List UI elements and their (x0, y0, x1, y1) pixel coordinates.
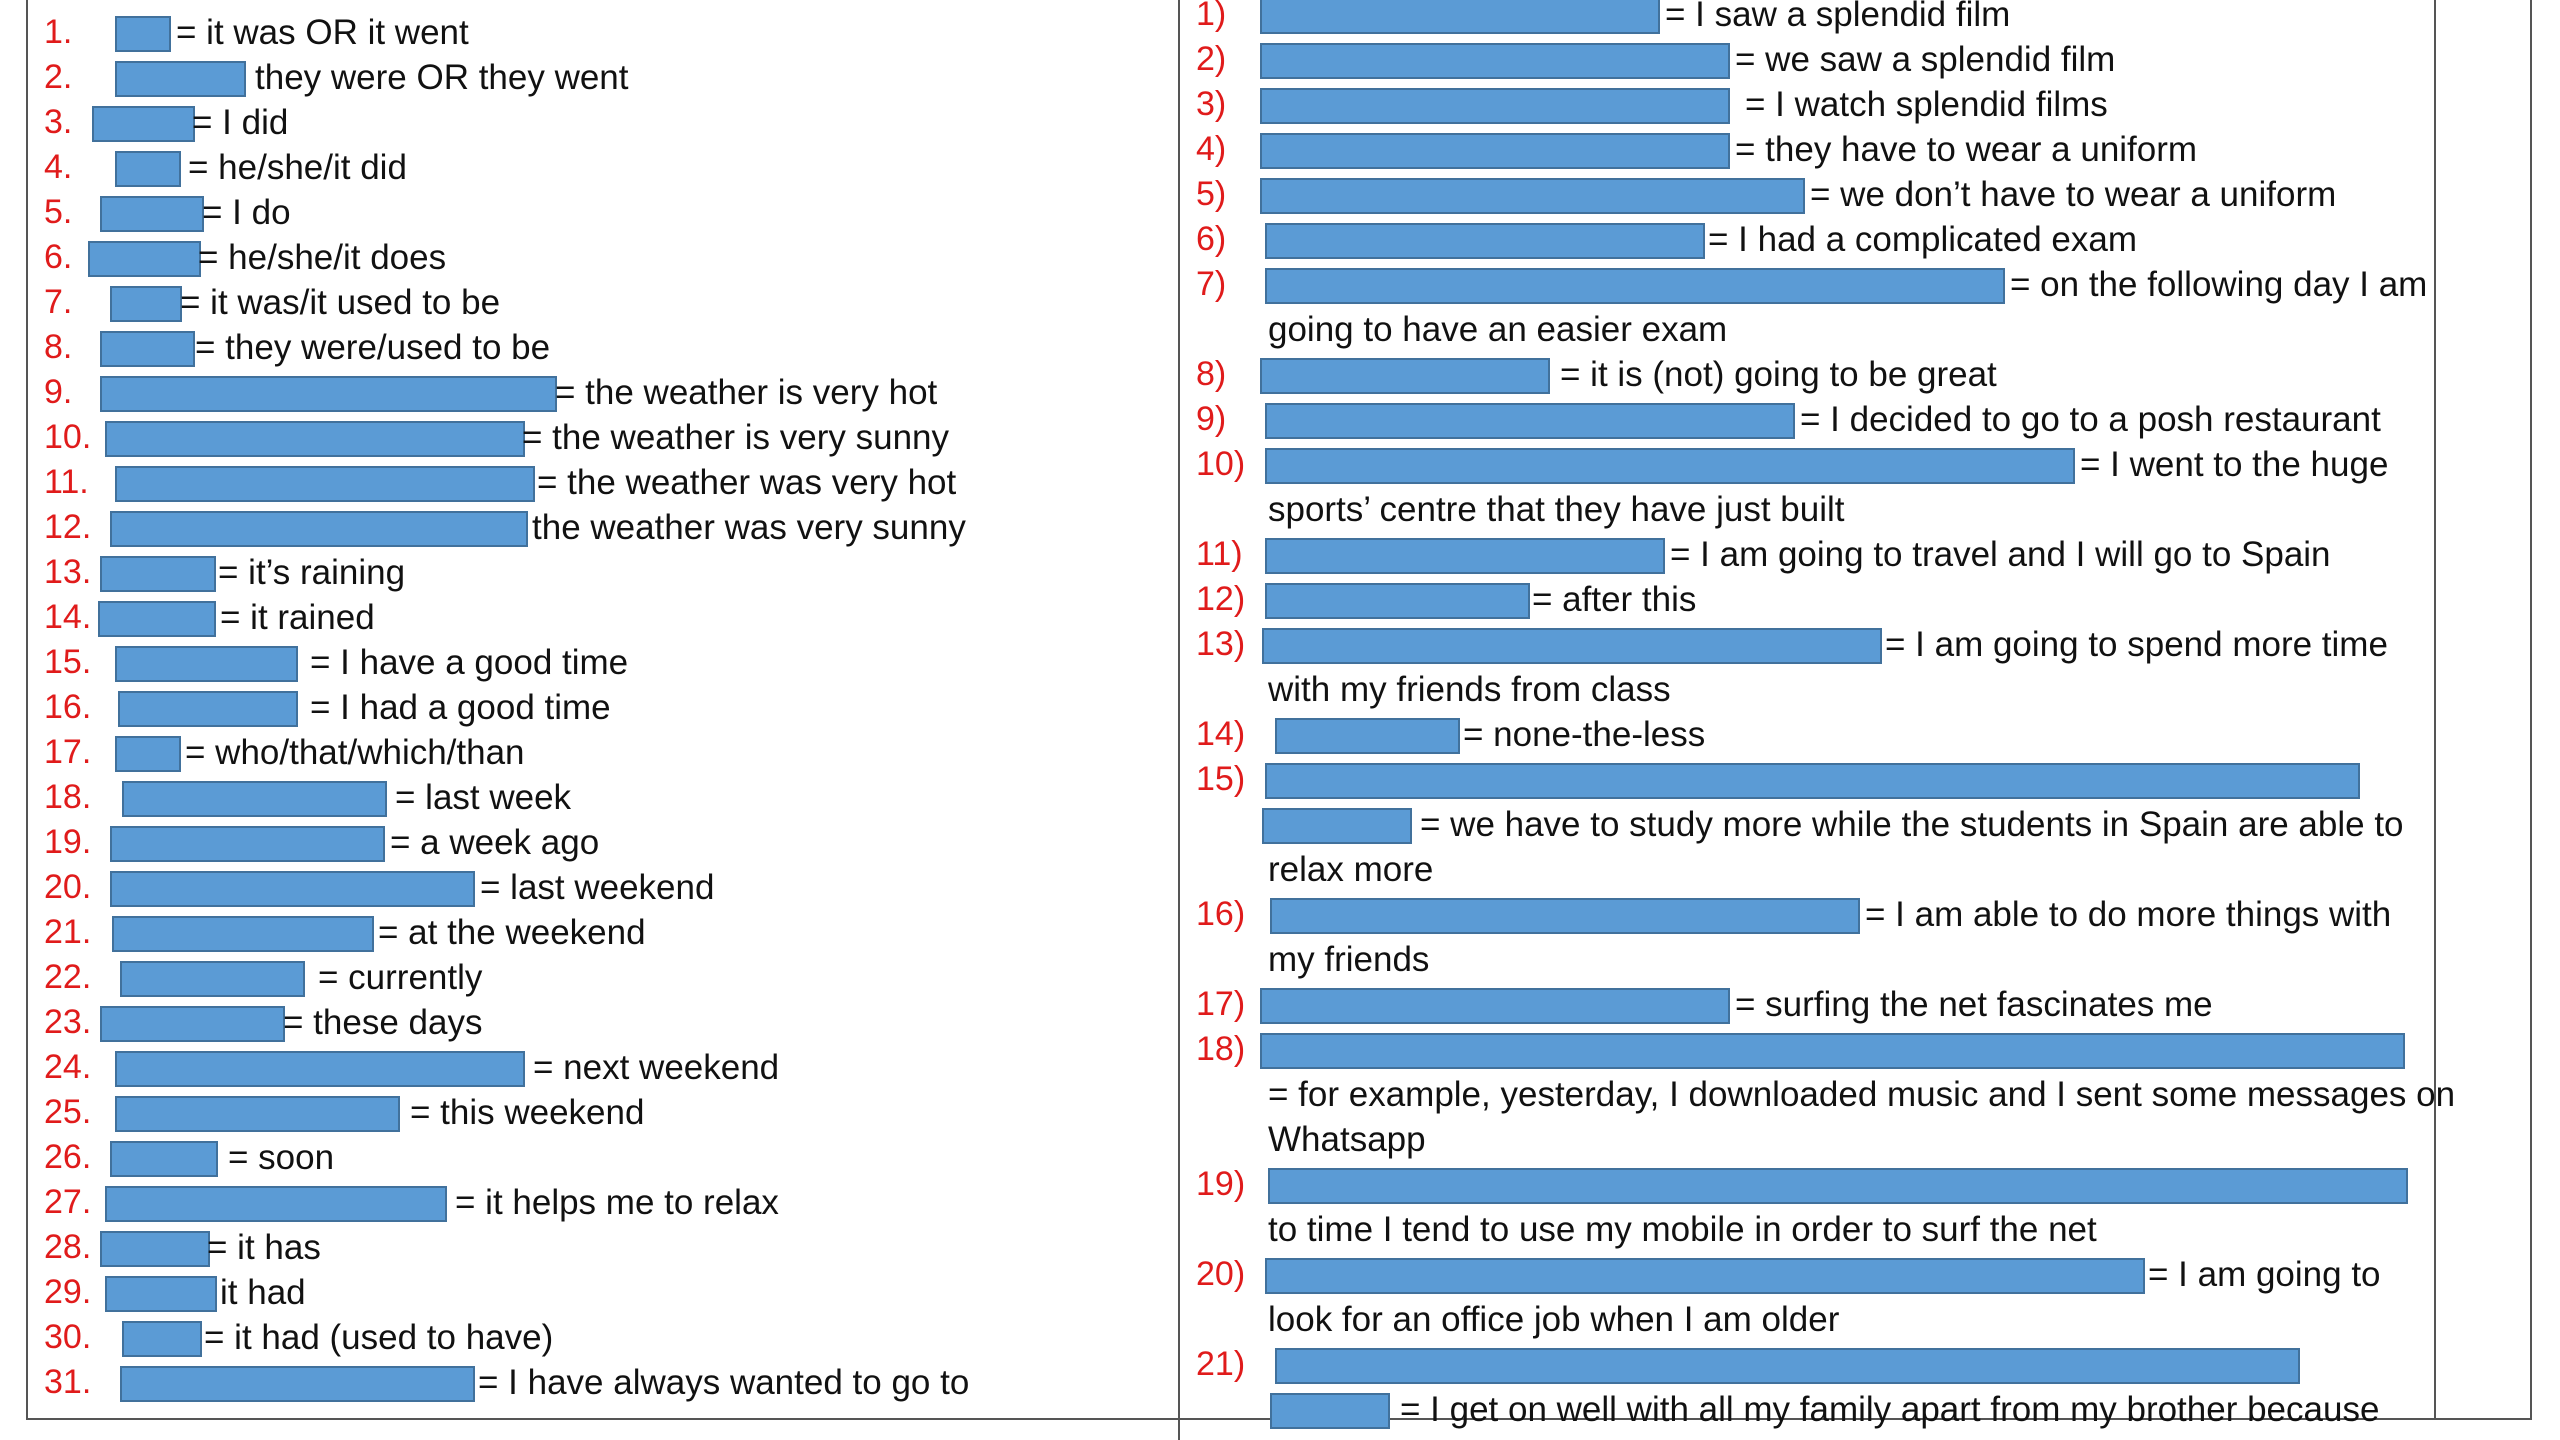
item-number: 17) (1196, 985, 1246, 1023)
item-number: 18) (1196, 1030, 1246, 1068)
item-translation-continued: = I get on well with all my family apart from my brother because (1400, 1390, 2380, 1429)
item-translation-continued: relax more (1268, 850, 1434, 889)
right-list-item (0, 37, 2520, 82)
item-number: 14. (44, 598, 92, 636)
item-translation: = it was OR it went (176, 13, 469, 52)
answer-blank-box[interactable] (1270, 898, 1860, 934)
item-translation: = it rained (220, 598, 375, 637)
item-number: 5. (44, 193, 73, 231)
answer-blank-box[interactable] (1265, 223, 1705, 259)
item-number: 1. (44, 13, 73, 51)
answer-blank-box[interactable] (1265, 763, 2360, 799)
item-translation: = currently (318, 958, 483, 997)
item-number: 15) (1196, 760, 1246, 798)
right-list-item (0, 262, 2520, 307)
answer-blank-box[interactable] (1260, 1033, 2405, 1069)
left-list-item (0, 820, 1170, 865)
item-translation: = none-the-less (1463, 715, 1706, 754)
item-number: 2. (44, 58, 73, 96)
item-translation: = the weather was very hot (537, 463, 957, 502)
right-list-item (0, 1252, 2520, 1297)
right-list-item (0, 982, 2520, 1027)
item-translation: = soon (228, 1138, 335, 1177)
item-translation: = after this (1532, 580, 1697, 619)
item-number: 19. (44, 823, 92, 861)
item-number: 17. (44, 733, 92, 771)
answer-blank-box[interactable] (1265, 448, 2075, 484)
right-list-item (0, 622, 2520, 667)
item-translation: = the weather is very hot (555, 373, 938, 412)
item-number: 9. (44, 373, 73, 411)
item-number: 20. (44, 868, 92, 906)
answer-blank-box[interactable] (1260, 133, 1730, 169)
item-number: 1) (1196, 0, 1227, 33)
answer-blank-box[interactable] (1275, 718, 1460, 754)
item-translation: = I do (202, 193, 291, 232)
right-list-item (0, 217, 2520, 262)
item-translation: = these days (283, 1003, 483, 1042)
right-list-item (0, 352, 2520, 397)
right-list-item (0, 442, 2520, 487)
item-translation-continued: sports’ centre that they have just built (1268, 490, 1845, 529)
item-translation: = it has (207, 1228, 321, 1267)
item-translation-continued: look for an office job when I am older (1268, 1300, 1840, 1339)
item-number: 15. (44, 643, 92, 681)
item-translation: = he/she/it does (198, 238, 447, 277)
answer-blank-box[interactable] (1265, 403, 1795, 439)
item-translation-continued: Whatsapp (1268, 1120, 1426, 1159)
answer-blank-box[interactable] (1275, 1348, 2300, 1384)
item-translation: = it is (not) going to be great (1560, 355, 1997, 394)
item-translation: = it’s raining (218, 553, 406, 592)
item-number: 16. (44, 688, 92, 726)
answer-blank-box[interactable] (1260, 43, 1730, 79)
answer-blank-box[interactable] (1265, 583, 1530, 619)
item-translation: = I decided to go to a posh restaurant (1800, 400, 2381, 439)
item-translation-continued: my friends (1268, 940, 1430, 979)
right-list-item (0, 892, 2520, 937)
answer-blank-box[interactable] (1265, 538, 1665, 574)
answer-blank-box[interactable] (115, 1096, 400, 1132)
item-number: 6) (1196, 220, 1227, 258)
item-number: 27. (44, 1183, 92, 1221)
item-number: 11) (1196, 535, 1243, 573)
item-translation-continued: = we have to study more while the students in Spain are able to (1420, 805, 2404, 844)
item-translation: = I am going to spend more time (1885, 625, 2388, 664)
item-translation: = the weather is very sunny (522, 418, 950, 457)
item-translation-continued: = for example, yesterday, I downloaded music and I sent some messages on (1268, 1075, 2456, 1114)
item-number: 8. (44, 328, 73, 366)
item-number: 9) (1196, 400, 1227, 438)
item-translation: = who/that/which/than (185, 733, 525, 772)
item-number: 2) (1196, 40, 1227, 78)
answer-blank-box[interactable] (1270, 1393, 1390, 1429)
item-number: 7. (44, 283, 73, 321)
item-number: 14) (1196, 715, 1246, 753)
item-translation: = they were/used to be (195, 328, 551, 367)
right-list-item (0, 532, 2520, 577)
item-translation: = I had a good time (310, 688, 611, 727)
item-number: 31. (44, 1363, 92, 1401)
item-number: 22. (44, 958, 92, 996)
item-number: 20) (1196, 1255, 1246, 1293)
item-translation: = I went to the huge (2080, 445, 2389, 484)
item-number: 4) (1196, 130, 1227, 168)
item-number: 19) (1196, 1165, 1246, 1203)
item-number: 8) (1196, 355, 1227, 393)
item-number: 18. (44, 778, 92, 816)
item-number: 21) (1196, 1345, 1246, 1383)
item-number: 7) (1196, 265, 1227, 303)
item-number: 16) (1196, 895, 1246, 933)
item-translation: = I did (192, 103, 289, 142)
item-translation: = we don’t have to wear a uniform (1810, 175, 2337, 214)
answer-blank-box[interactable] (1262, 628, 1882, 664)
item-translation: = it was/it used to be (180, 283, 501, 322)
right-list-item (0, 0, 2520, 37)
right-list-item (0, 712, 2520, 757)
item-translation: it had (220, 1273, 306, 1312)
item-translation: = it helps me to relax (455, 1183, 779, 1222)
answer-blank-box[interactable] (1260, 358, 1550, 394)
answer-blank-box[interactable] (1260, 178, 1805, 214)
item-number: 29. (44, 1273, 92, 1311)
item-translation: = he/she/it did (188, 148, 407, 187)
item-translation: they were OR they went (255, 58, 629, 97)
right-list-item (0, 1342, 2520, 1387)
item-translation: = they have to wear a uniform (1735, 130, 2198, 169)
answer-blank-box[interactable] (1268, 1168, 2408, 1204)
item-number: 10. (44, 418, 92, 456)
item-number: 4. (44, 148, 73, 186)
item-number: 5) (1196, 175, 1227, 213)
item-translation: = this weekend (410, 1093, 645, 1132)
item-translation-continued: with my friends from class (1268, 670, 1671, 709)
answer-blank-box[interactable] (1265, 1258, 2145, 1294)
item-translation: = a week ago (390, 823, 600, 862)
right-list-item (0, 172, 2520, 217)
right-list-item (0, 1027, 2520, 1072)
right-list-item (0, 577, 2520, 622)
answer-blank-box[interactable] (1260, 988, 1730, 1024)
item-number: 13. (44, 553, 92, 591)
item-number: 12. (44, 508, 92, 546)
item-translation: = I am going to travel and I will go to Spain (1670, 535, 2331, 574)
item-translation: = at the weekend (378, 913, 646, 952)
item-translation: = I saw a splendid film (1665, 0, 2011, 34)
right-list-item (0, 397, 2520, 442)
item-translation-continued: to time I tend to use my mobile in order to surf the net (1268, 1210, 2097, 1249)
item-translation-continued: going to have an easier exam (1268, 310, 1728, 349)
item-translation: = I have a good time (310, 643, 629, 682)
answer-blank-box[interactable] (1260, 0, 1660, 34)
right-list-item (0, 82, 2520, 127)
item-number: 24. (44, 1048, 92, 1086)
item-number: 3. (44, 103, 73, 141)
item-translation: = I have always wanted to go to (478, 1363, 970, 1402)
item-number: 28. (44, 1228, 92, 1266)
item-number: 10) (1196, 445, 1246, 483)
item-translation: = it had (used to have) (204, 1318, 554, 1357)
answer-blank-box[interactable] (110, 826, 385, 862)
item-translation: = last weekend (480, 868, 715, 907)
left-list-item (0, 1090, 1170, 1135)
item-translation: = I am able to do more things with (1865, 895, 2392, 934)
item-number: 30. (44, 1318, 92, 1356)
item-number: 3) (1196, 85, 1227, 123)
right-list-item (0, 1162, 2520, 1207)
item-translation: = last week (395, 778, 572, 817)
item-number: 26. (44, 1138, 92, 1176)
right-list-item (0, 127, 2520, 172)
item-translation: = on the following day I am (2010, 265, 2428, 304)
item-number: 6. (44, 238, 73, 276)
item-number: 25. (44, 1093, 92, 1131)
answer-blank-box[interactable] (1262, 808, 1412, 844)
item-translation: = we saw a splendid film (1735, 40, 2116, 79)
item-translation: = I am going to (2148, 1255, 2381, 1294)
item-translation: the weather was very sunny (532, 508, 966, 547)
item-translation: = next weekend (533, 1048, 780, 1087)
item-number: 11. (44, 463, 89, 501)
item-translation: = I watch splendid films (1745, 85, 2108, 124)
item-number: 13) (1196, 625, 1246, 663)
answer-blank-box[interactable] (1265, 268, 2005, 304)
item-translation: = surfing the net fascinates me (1735, 985, 2213, 1024)
item-number: 21. (44, 913, 92, 951)
right-list-item (0, 757, 2520, 802)
answer-blank-box[interactable] (1260, 88, 1730, 124)
item-translation: = I had a complicated exam (1708, 220, 2137, 259)
item-number: 23. (44, 1003, 92, 1041)
item-number: 12) (1196, 580, 1246, 618)
